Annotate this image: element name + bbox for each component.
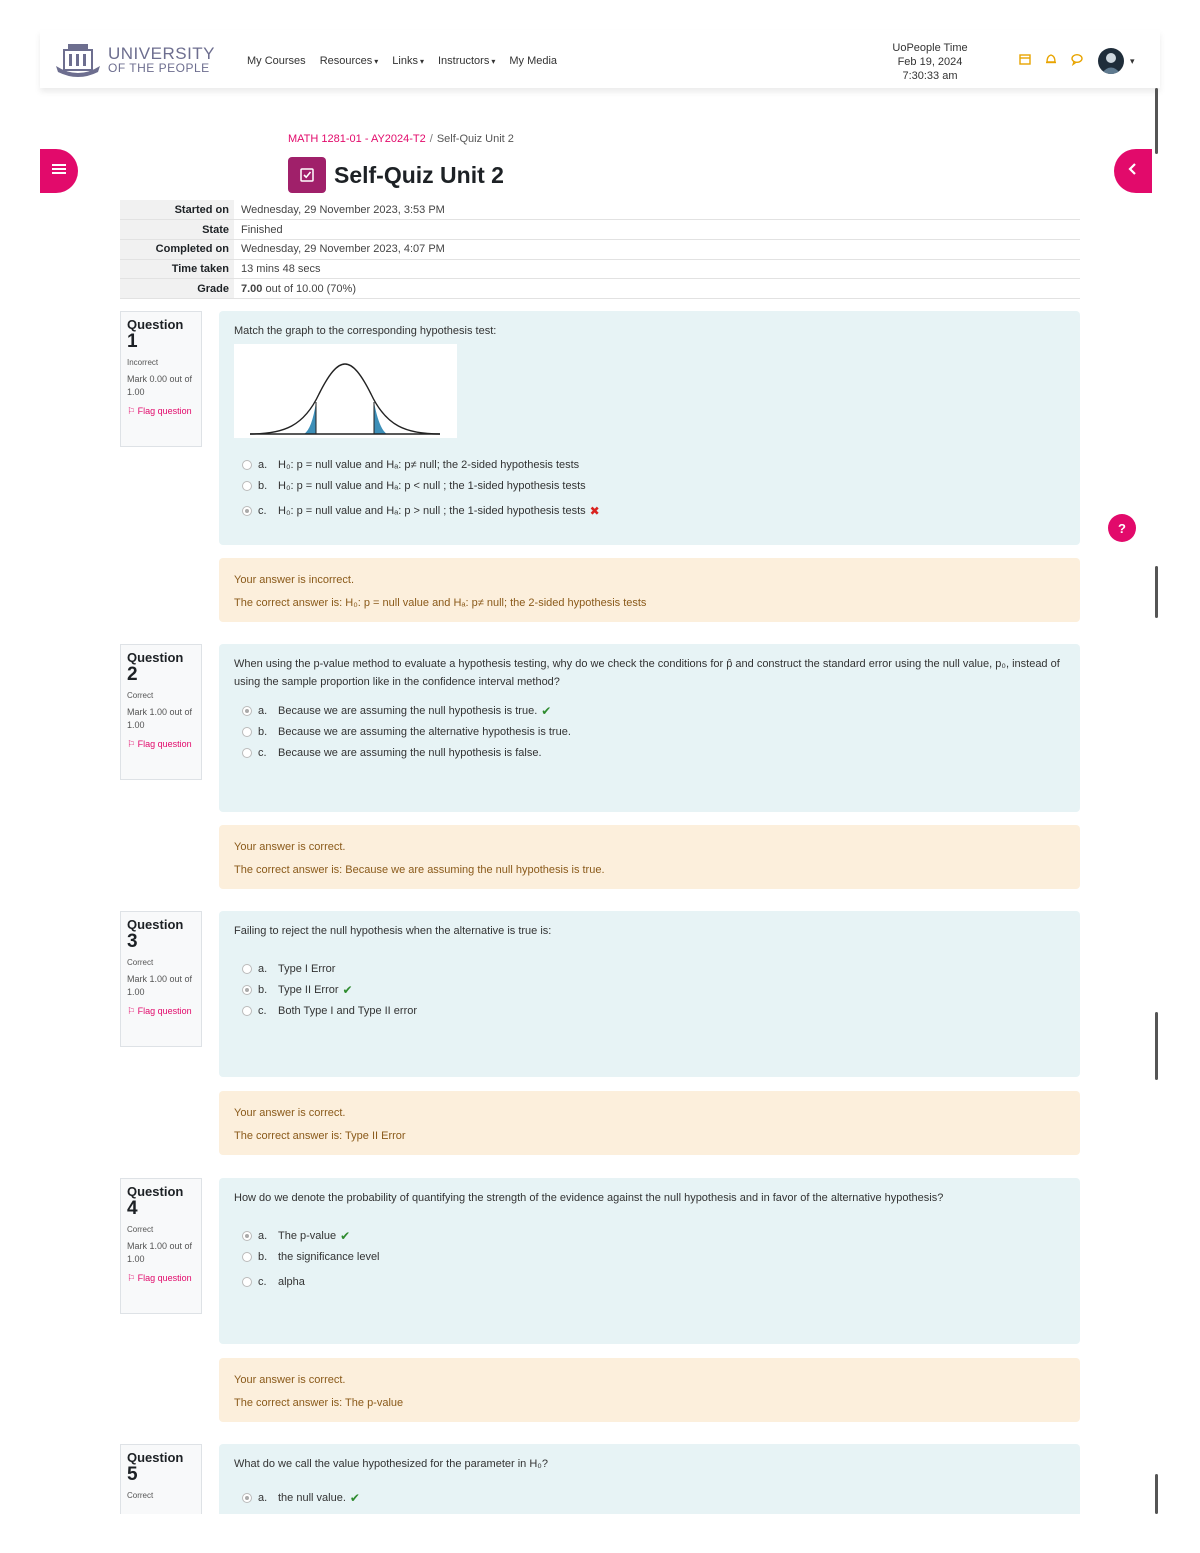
summary-label: Started on [120, 200, 234, 220]
question-text: Match the graph to the corresponding hypothesis test: [234, 325, 497, 337]
grade-total: out of 10.00 (70%) [262, 282, 356, 295]
flag-question-link[interactable]: ⚐ Flag question [127, 406, 192, 416]
uopeople-crest-icon [54, 42, 102, 80]
radio-button[interactable] [242, 1493, 252, 1503]
question-label: Question [127, 1184, 184, 1199]
summary-value [234, 279, 1080, 299]
answer-option[interactable]: b. H₀: p = null value and Hₐ: p < null ; the 1-sided hypothesis tests [234, 475, 1065, 496]
scrollbar-thumb[interactable] [1155, 88, 1158, 154]
question-state: Correct [127, 958, 154, 967]
uopeople-time [875, 41, 985, 83]
chevron-down-icon: ▾ [374, 57, 379, 66]
question-mark: Mark 1.00 out of 1.00 [127, 974, 193, 997]
main-menu [247, 55, 557, 67]
question-info [120, 644, 202, 780]
breadcrumb-current: Self-Quiz Unit 2 [436, 133, 514, 145]
calendar-icon[interactable] [1018, 52, 1032, 71]
page-title: Self-Quiz Unit 2 [334, 161, 504, 188]
correct-check-icon: ✔ [340, 1228, 351, 1243]
radio-button[interactable] [242, 706, 252, 716]
question-info [120, 311, 202, 447]
question-label: Question [127, 650, 184, 665]
answer-option[interactable]: a. H₀: p = null value and Hₐ: p≠ null; the 2-sided hypothesis tests [234, 454, 1065, 475]
feedback-correct-answer: The correct answer is: Because we are assuming the null hypothesis is true. [234, 864, 605, 876]
summary-label: Time taken [120, 259, 234, 279]
question-number: 4 [127, 1198, 138, 1219]
question-label: Question [127, 317, 184, 332]
radio-button[interactable] [242, 985, 252, 995]
summary-value: Wednesday, 29 November 2023, 4:07 PM [234, 239, 1080, 259]
menu-resources[interactable]: Resources ▾ [319, 55, 379, 67]
flag-question-link[interactable]: ⚐ Flag question [127, 739, 192, 749]
chevron-down-icon: ▾ [419, 57, 424, 66]
answer-option[interactable]: b. Because we are assuming the alternative hypothesis is true. [234, 721, 1065, 742]
summary-value: Wednesday, 29 November 2023, 3:53 PM [234, 200, 1080, 220]
summary-row [120, 279, 1080, 299]
grade-score: 7.00 [241, 282, 263, 295]
feedback-correct-answer: The correct answer is: H₀: p = null value and Hₐ: p≠ null; the 2-sided hypothesis tests [234, 597, 647, 609]
chevron-down-icon: ▾ [491, 57, 496, 66]
menu-my-courses[interactable]: My Courses [247, 55, 306, 67]
question-info [120, 911, 202, 1047]
time-clock: 7:30:33 am [902, 70, 958, 82]
question-text: When using the p-value method to evaluate a hypothesis testing, why do we check the conditions for p̂ and construct the standard error using the null value, p₀, instead of using the sample proportion like in the confidence interval method? [234, 658, 1060, 688]
answer-option[interactable]: a. The p-value ✔ [234, 1225, 1065, 1246]
flag-icon: ⚐ [127, 739, 138, 749]
scroll-marker [1155, 566, 1158, 618]
radio-button[interactable] [242, 964, 252, 974]
question-state: Correct [127, 1225, 154, 1234]
menu-my-media[interactable]: My Media [509, 55, 558, 67]
time-label: UoPeople Time [892, 42, 968, 54]
block-drawer-toggle[interactable] [1114, 149, 1152, 193]
top-navbar [40, 30, 1160, 88]
summary-value: Finished [234, 220, 1080, 240]
messages-icon[interactable] [1070, 52, 1084, 71]
question-state: Correct [127, 1491, 154, 1500]
question-label: Question [127, 1450, 184, 1465]
summary-row [120, 220, 1080, 240]
question-text: What do we call the value hypothesized for the parameter in H₀? [234, 1458, 548, 1470]
question-content [219, 1444, 1080, 1514]
radio-button[interactable] [242, 727, 252, 737]
breadcrumb-separator: / [429, 133, 433, 145]
quiz-summary-table [120, 200, 1080, 299]
feedback-correct-answer: The correct answer is: The p-value [234, 1397, 404, 1409]
answer-option[interactable]: a. Type I Error [234, 958, 1065, 979]
summary-row [120, 239, 1080, 259]
answer-option[interactable]: a. Because we are assuming the null hypothesis is true. ✔ [234, 700, 1065, 721]
summary-row [120, 200, 1080, 220]
menu-instructors[interactable]: Instructors ▾ [437, 55, 496, 67]
question-info [120, 1178, 202, 1314]
summary-label: Completed on [120, 239, 234, 259]
question-number: 2 [127, 664, 138, 685]
question-state: Incorrect [127, 358, 159, 367]
radio-button[interactable] [242, 481, 252, 491]
answer-option[interactable]: c. H₀: p = null value and Hₐ: p > null ; the 1-sided hypothesis tests ✖ [234, 500, 1065, 521]
question-info [120, 1444, 202, 1514]
logo-line1: UNIVERSITY [108, 44, 216, 63]
question-label: Question [127, 917, 184, 932]
help-button[interactable]: ? [1108, 514, 1136, 542]
answer-option[interactable]: c. alpha [234, 1271, 1065, 1292]
menu-links[interactable]: Links ▾ [392, 55, 424, 67]
feedback [219, 1091, 1080, 1155]
notification-bell-icon[interactable] [1044, 52, 1058, 71]
list-icon [52, 162, 66, 180]
radio-button[interactable] [242, 1006, 252, 1016]
flag-icon: ⚐ [127, 406, 138, 416]
logo-line2: OF THE PEOPLE [108, 61, 210, 75]
summary-label: Grade [120, 279, 234, 299]
question-number: 3 [127, 931, 138, 952]
answer-option[interactable]: c. Because we are assuming the null hypothesis is false. [234, 742, 1065, 763]
question-mark: Mark 1.00 out of 1.00 [127, 1241, 193, 1264]
question-mark: Mark 0.00 out of 1.00 [127, 374, 193, 397]
feedback [219, 558, 1080, 622]
question-text: How do we denote the probability of quantifying the strength of the evidence against the null hypothesis and in favor of the alternative hypothesis? [234, 1192, 944, 1204]
feedback-correct-answer: The correct answer is: Type II Error [234, 1130, 406, 1142]
site-logo[interactable] [54, 42, 215, 80]
user-menu-chevron-icon[interactable]: ▾ [1130, 56, 1135, 66]
summary-row [120, 259, 1080, 279]
correct-check-icon: ✔ [349, 1490, 360, 1505]
feedback-status: Your answer is correct. [234, 1107, 346, 1119]
feedback-status: Your answer is correct. [234, 841, 346, 853]
summary-value: 13 mins 48 secs [234, 259, 1080, 279]
question-state: Correct [127, 691, 154, 700]
question-content [219, 911, 1080, 1077]
correct-check-icon: ✔ [541, 703, 552, 718]
feedback-status: Your answer is correct. [234, 1374, 346, 1386]
question-mark: Mark 1.00 out of 1.00 [127, 707, 193, 730]
feedback-status: Your answer is incorrect. [234, 574, 355, 586]
flag-icon: ⚐ [127, 1273, 138, 1283]
course-index-toggle[interactable] [40, 149, 78, 193]
question-number: 5 [127, 1464, 138, 1485]
normal-curve-graph [234, 344, 457, 438]
answer-option[interactable]: c. Both Type I and Type II error [234, 1000, 1065, 1021]
breadcrumb [288, 133, 514, 145]
quiz-icon [288, 157, 326, 193]
feedback [219, 1358, 1080, 1422]
radio-button[interactable] [242, 506, 252, 516]
scroll-marker [1155, 1474, 1158, 1514]
flag-icon: ⚐ [127, 1006, 138, 1016]
answer-option[interactable]: b. the significance level [234, 1246, 1065, 1267]
question-content [219, 644, 1080, 812]
flag-question-link[interactable]: ⚐ Flag question [127, 1273, 192, 1283]
flag-question-link[interactable]: ⚐ Flag question [127, 1006, 192, 1016]
radio-button[interactable] [242, 748, 252, 758]
answer-option[interactable]: b. Type II Error ✔ [234, 979, 1065, 1000]
incorrect-icon: ✖ [589, 503, 600, 518]
breadcrumb-course-link[interactable]: MATH 1281-01 - AY2024-T2 [288, 133, 426, 145]
question-text: Failing to reject the null hypothesis when the alternative is true is: [234, 925, 552, 937]
feedback [219, 825, 1080, 889]
scroll-marker [1155, 1012, 1158, 1080]
user-avatar[interactable] [1098, 48, 1124, 74]
answer-option[interactable]: a. the null value. ✔ [234, 1487, 1065, 1508]
radio-button[interactable] [242, 460, 252, 470]
correct-check-icon: ✔ [342, 982, 353, 997]
question-number: 1 [127, 331, 138, 352]
radio-button[interactable] [242, 1231, 252, 1241]
question-content [219, 1178, 1080, 1344]
question-content [219, 311, 1080, 545]
time-date: Feb 19, 2024 [897, 56, 963, 68]
radio-button[interactable] [242, 1277, 252, 1287]
chevron-left-icon [1128, 162, 1138, 180]
radio-button[interactable] [242, 1252, 252, 1262]
summary-label: State [120, 220, 234, 240]
